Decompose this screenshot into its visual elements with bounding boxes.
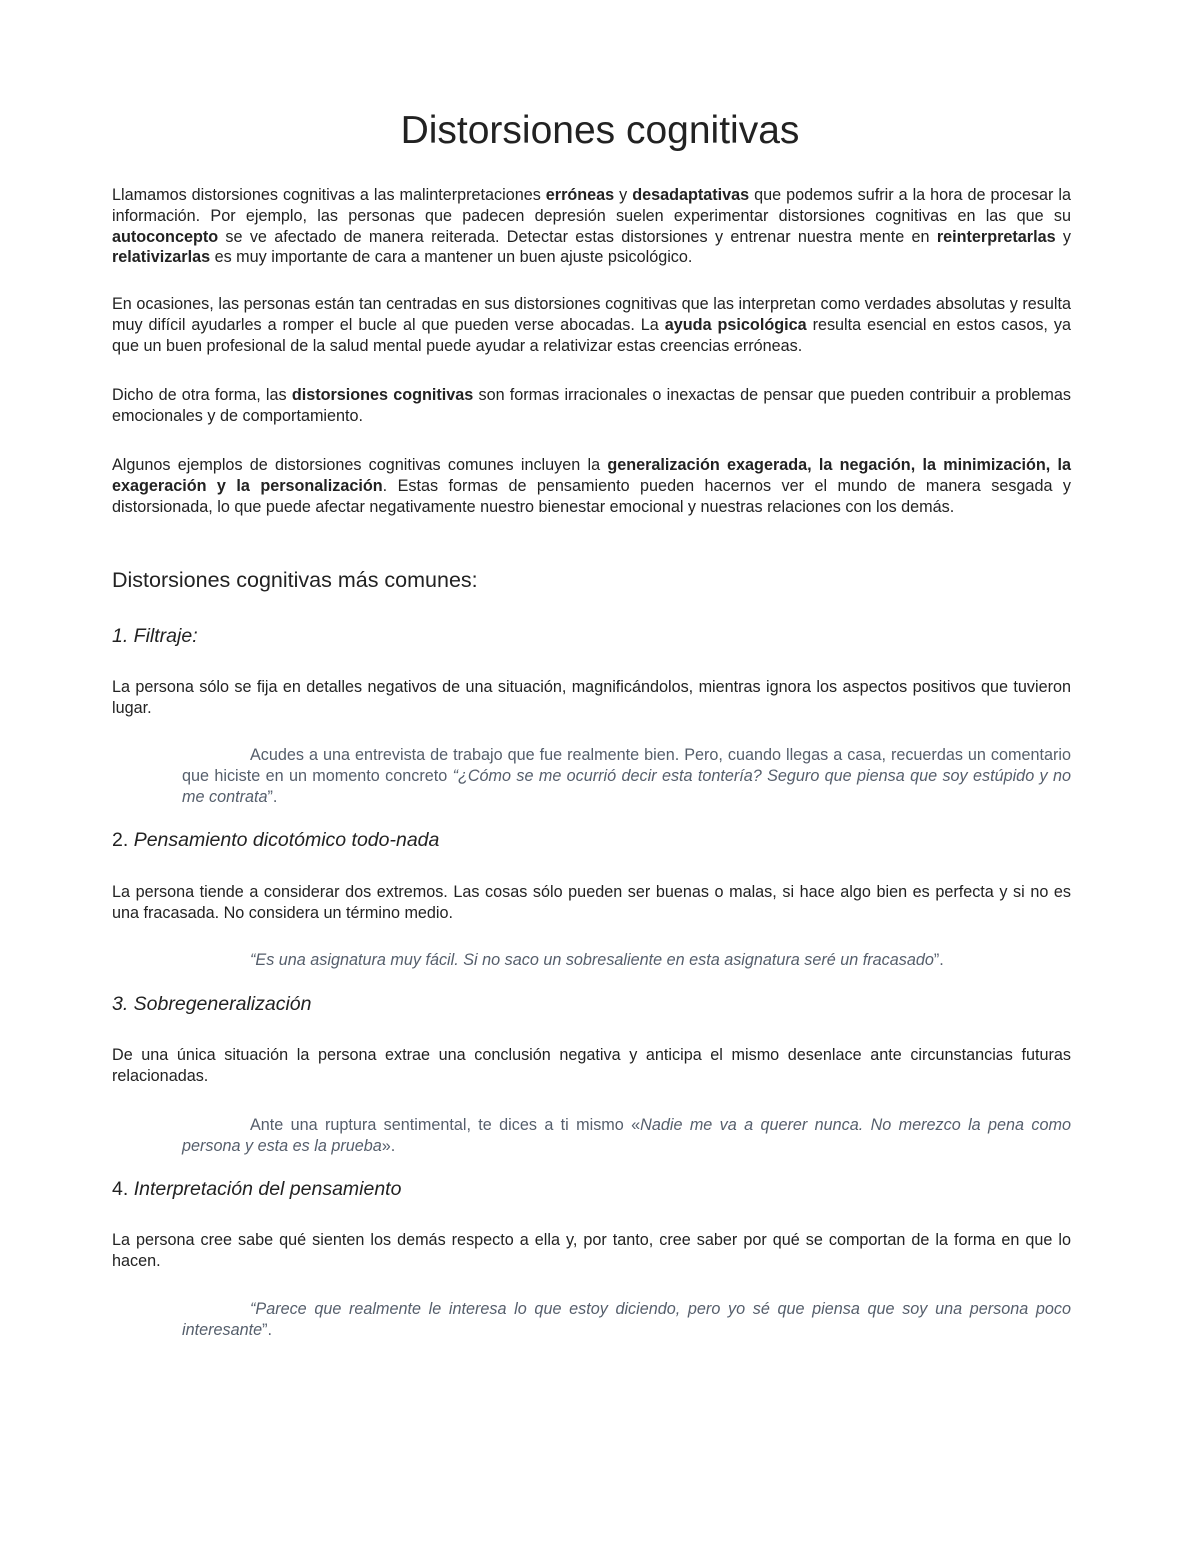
text-span: y (1055, 227, 1072, 246)
bold-term: generalización exagerada, la negación, la minimización, la exageración y la personalización (112, 456, 1071, 495)
text-span: Ante una ruptura sentimental, te dices a ti mismo « (250, 1116, 641, 1134)
heading-text: Pensamiento dicotómico todo-nada (133, 829, 440, 851)
text-span: son formas irracionales o inexactas de pensar que pueden contribuir a problemas emocionales y de comportamiento. (112, 386, 1071, 425)
italic-quote: “Parece que realmente le interesa lo que estoy diciendo, pero yo sé que piensa que soy una persona poco interesante (182, 1300, 1071, 1339)
text-span: resulta esencial en estos casos, ya que un buen profesional de la salud mental puede ayudar a relativizar estas creencias erróneas. (112, 315, 1071, 355)
bold-term: autoconcepto (112, 227, 219, 246)
intro-paragraph-3 (112, 385, 1071, 427)
text-span: se ve afectado de manera reiterada. Detectar estas distorsiones y entrenar nuestra mente en (218, 227, 937, 246)
bold-term: reinterpretarlas (936, 227, 1056, 246)
text-span: Acudes a una entrevista de trabajo que fue realmente bien. Pero, cuando llegas a casa, recuerdas un comentario que hiciste en un momento concreto (182, 746, 1071, 785)
item-example-2 (182, 950, 1071, 971)
heading-number: 4. (112, 1178, 129, 1200)
item-description-1: La persona sólo se fija en detalles negativos de una situación, magnificándolos, mientras ignora los aspectos positivos que tuvieron lugar. (112, 678, 1071, 717)
item-heading-1 (112, 624, 198, 648)
item-heading-3 (112, 992, 311, 1016)
intro-paragraph-4 (112, 455, 1071, 517)
item-heading-2 (112, 828, 439, 852)
italic-quote: “Es una asignatura muy fácil. Si no saco un sobresaliente en esta asignatura seré un fracasado (250, 951, 934, 969)
item-heading-4 (112, 1177, 401, 1201)
text-span: que podemos sufrir a la hora de procesar la información. Por ejemplo, las personas que padecen depresión suelen experimentar distorsiones cognitivas en las que su (112, 186, 1072, 225)
bold-term: erróneas (545, 186, 615, 204)
text-span: ». (381, 1136, 396, 1155)
text-span: Algunos ejemplos de distorsiones cognitivas comunes incluyen la (112, 456, 608, 474)
item-description-4: La persona cree sabe qué sienten los demás respecto a ella y, por tanto, cree saber por qué se comportan de la forma en que lo hacen. (112, 1231, 1071, 1270)
text-span: En ocasiones, las personas están tan centradas en sus distorsiones cognitivas que las interpretan como verdades absolutas y resulta muy difícil ayudarles a romper el bucle al que pueden verse abocadas. La (112, 295, 1071, 334)
item-description-3: De una única situación la persona extrae una conclusión negativa y anticipa el mismo desenlace ante circunstancias futuras relacionadas. (112, 1046, 1071, 1085)
item-example-3 (182, 1115, 1071, 1157)
bold-term: relativizarlas (112, 248, 211, 267)
item-example-1 (182, 745, 1071, 807)
intro-paragraph-1 (112, 185, 1071, 268)
bold-term: distorsiones cognitivas (291, 386, 474, 404)
italic-quote: “¿Cómo se me ocurrió decir esta tontería? Seguro que piensa que soy estúpido y no me contrata (182, 766, 1071, 806)
section-heading: Distorsiones cognitivas más comunes: (112, 568, 478, 592)
text-span: Dicho de otra forma, las (112, 386, 292, 404)
item-example-4 (182, 1299, 1071, 1341)
document-title: Distorsiones cognitivas (400, 109, 800, 152)
bold-term: ayuda psicológica (664, 315, 807, 334)
item-description-2: La persona tiende a considerar dos extremos. Las cosas sólo pueden ser buenas o malas, si hace algo bien es perfecta y si no es una fracasada. No considera un término medio. (112, 883, 1071, 922)
text-span: ”. (262, 1320, 272, 1339)
heading-text: 1. Filtraje: (112, 625, 198, 647)
text-span: . Estas formas de pensamiento pueden hacernos ver el mundo de manera sesgada y distorsionada, lo que puede afectar negativamente nuestro bienestar emocional y nuestras relaciones con los demás. (112, 476, 1072, 516)
bold-term: desadaptativas (632, 186, 750, 204)
heading-text: 3. Sobregeneralización (112, 993, 312, 1015)
text-span: ”. (933, 951, 944, 969)
text-span: ”. (267, 787, 278, 806)
text-span: Llamamos distorsiones cognitivas a las malinterpretaciones (112, 186, 546, 204)
text-span: es muy importante de cara a mantener un buen ajuste psicológico. (210, 248, 693, 267)
heading-text: Interpretación del pensamiento (133, 1178, 402, 1200)
text-span: y (614, 186, 633, 204)
intro-paragraph-2 (112, 294, 1071, 356)
italic-quote: Nadie me va a querer nunca. No merezco la pena como persona y esta es la prueba (182, 1116, 1071, 1155)
heading-number: 2. (112, 829, 129, 851)
